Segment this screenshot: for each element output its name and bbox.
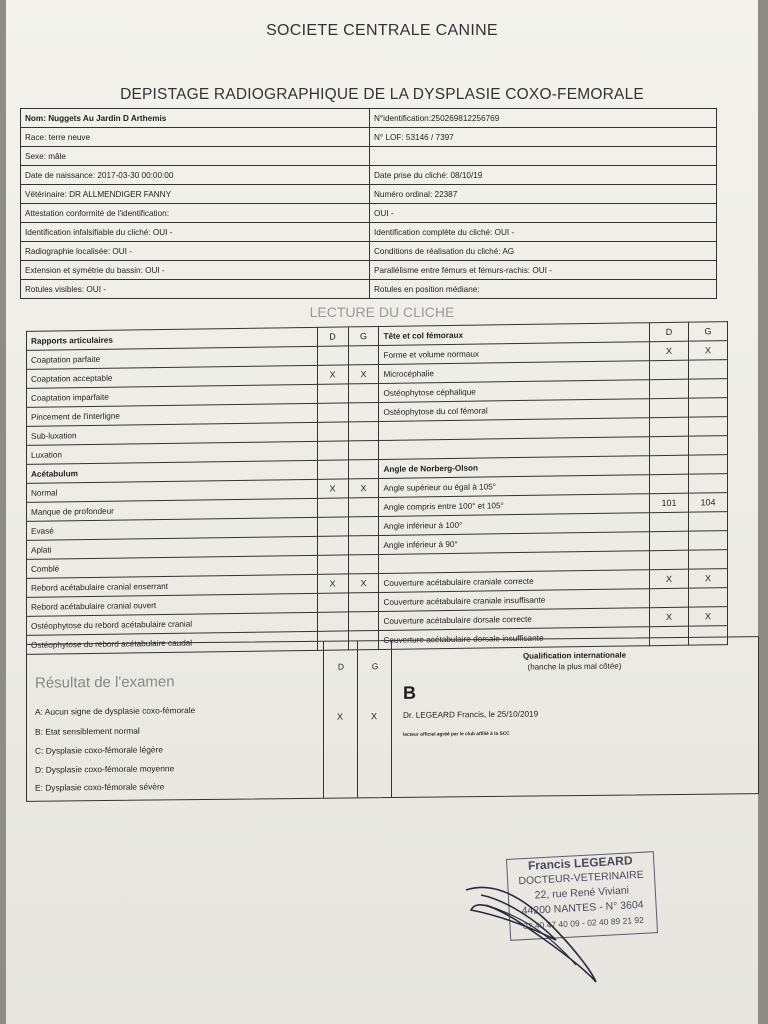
mark-d [317,555,348,574]
check-extension: Extension et symétrie du bassin: OUI - [21,261,370,280]
stamp-address: 22, rue René Viviani [534,884,630,902]
reading-col-d-right: D [650,322,689,342]
mark-d [317,441,348,460]
mark-g [689,436,728,456]
mark-d [650,360,689,380]
mark-d [650,588,689,608]
result-col-d-label: D [337,661,345,672]
mark-g [348,535,379,554]
mark-g [348,440,379,459]
identity-attestation: Attestation conformité de l'identification: [21,204,370,223]
mark-d: X [317,365,348,384]
mark-g [348,459,379,478]
identity-xray-date: Date prise du cliché: 08/10/19 [370,166,717,185]
identity-birthdate: Date de naissance: 2017-03-30 00:00:00 [21,166,370,185]
mark-d: X [650,569,689,589]
result-mark-g: X [370,711,377,722]
check-conditions: Conditions de réalisation du cliché: AG [370,242,717,261]
mark-g: X [348,573,379,592]
norberg-angle-d: 101 [650,493,689,513]
qualification-note: (hanche la plus mal côtée) [527,661,622,672]
identity-sex: Sexe: mâle [21,147,370,166]
mark-g: X [348,478,379,497]
mark-g [689,512,728,532]
mark-d [317,422,348,441]
reading-right-label: Couverture acétabulaire craniale insuffisante [379,589,650,612]
identity-id: N°identification:250269812256769 [370,109,717,128]
mark-g [689,417,728,437]
reading-right-label: Ostéophytose céphalique [379,380,650,403]
result-option-d: D: Dysplasie coxo-fémorale moyenne [35,763,175,775]
reading-left-label: Acétabulum [27,460,318,483]
reading-right-label: Angle inférieur à 100° [379,513,650,536]
reading-right-label: Angle compris entre 100° et 105° [379,494,650,517]
check-patellas-median: Rotules en position médiane: [370,280,717,299]
reading-left-label: Pincement de l'interligne [27,403,318,426]
mark-g [348,383,379,402]
mark-g: X [689,341,728,361]
reading-left-label: Coaptation acceptable [27,365,318,388]
reading-left-label: Ostéophytose du rebord acétabulaire cranial [27,612,318,635]
stamp-phone: 02 40 47 40 09 - 02 40 89 21 92 [522,914,645,932]
result-option-c: C: Dysplasie coxo-fémorale légère [35,744,164,756]
check-patellas-visible: Rotules visibles: OUI - [21,280,370,299]
table-row [21,166,717,185]
handwritten-signature [456,870,616,990]
reading-right-label: Ostéophytose du col fémoral [379,399,650,422]
identity-ordinal: Numéro ordinal: 22387 [370,185,717,204]
result-heading: Résultat de l'examen [35,673,175,692]
identity-table [20,108,717,299]
mark-g [348,611,379,630]
reading-table [26,321,728,655]
identity-name: Nom: Nuggets Au Jardin D Arthemis [21,109,370,128]
table-row [21,280,717,299]
reading-right-label: Angle supérieur ou égal à 105° [379,475,650,498]
mark-d [317,612,348,631]
mark-d [317,403,348,422]
mark-d [650,550,689,570]
mark-d [650,455,689,475]
reading-right-label: Couverture acétabulaire dorsale correcte [379,608,650,631]
reader-official-note: lecteur officiel agréé par le club affilié à la SCC [403,731,510,738]
reading-right-label: Angle de Norberg-Olson [379,456,650,479]
reading-left-label: Rebord acétabulaire cranial enserrant [27,574,318,597]
reader-signature-line: Dr. LEGEARD Francis, le 25/10/2019 [403,709,539,720]
mark-g [689,455,728,475]
mark-d [317,346,348,365]
mark-g [348,345,379,364]
mark-g [348,516,379,535]
mark-d: X [650,607,689,627]
reading-left-label: Luxation [27,441,318,464]
qualification-title: Qualification internationale [522,650,627,661]
identity-lof: N° LOF: 53146 / 7397 [370,128,717,147]
stamp-city: 44200 NANTES - N° 3604 [521,898,644,918]
document-sheet [6,0,758,1024]
identity-vet: Vétérinaire: DR ALLMENDIGER FANNY [21,185,370,204]
table-row [21,261,717,280]
table-row [21,223,717,242]
form-title: DEPISTAGE RADIOGRAPHIQUE DE LA DYSPLASIE COXO-FEMORALE [120,86,644,103]
reading-left-label: Manque de profondeur [27,498,318,521]
mark-g [348,421,379,440]
table-row [21,109,717,128]
mark-d [317,517,348,536]
table-row [21,128,717,147]
reading-right-label: Forme et volume normaux [379,342,650,365]
mark-d [317,460,348,479]
mark-d [650,436,689,456]
mark-g [689,474,728,494]
identity-attestation-value: OUI - [370,204,717,223]
mark-d: X [650,341,689,361]
mark-g [348,497,379,516]
result-box [26,636,759,802]
mark-d [317,498,348,517]
result-option-a: A: Aucun signe de dysplasie coxo-fémorale [35,705,196,717]
reading-right-label: Couverture acétabulaire craniale correcte [379,570,650,593]
check-complete-id: Identification complète du cliché: OUI - [370,223,717,242]
table-row [21,242,717,261]
check-localized: Radiographie localisée: OUI - [21,242,370,261]
qualification-grade: B [403,682,416,703]
mark-g: X [689,569,728,589]
mark-d [650,531,689,551]
mark-g [689,588,728,608]
mark-g [348,592,379,611]
reading-col-g: G [348,326,379,345]
mark-d [650,379,689,399]
table-row [21,185,717,204]
reading-right-label: Microcéphalie [379,361,650,384]
reading-left-label: Coaptation parfaite [27,346,318,369]
mark-g [689,531,728,551]
reading-right-label: Tête et col fémoraux [379,323,650,346]
table-row [21,147,717,166]
check-parallelism: Parallélisme entre fémurs et fémurs-rachis: OUI - [370,261,717,280]
reading-left-label: Aplati [27,536,318,559]
result-option-e: E: Dysplasie coxo-fémorale sévère [35,781,165,793]
mark-g: X [348,364,379,383]
reading-left-label: Ostéophytose du rebord acétabulaire caudal [27,631,318,654]
mark-g [689,550,728,570]
result-mark-d: X [336,711,343,722]
mark-d [317,536,348,555]
mark-d [650,512,689,532]
mark-g [689,360,728,380]
mark-g [348,402,379,421]
mark-g [689,379,728,399]
reading-left-label: Sub-luxation [27,422,318,445]
mark-d [650,474,689,494]
mark-g: X [689,607,728,627]
reading-left-label: Evasé [27,517,318,540]
stamp-title: DOCTEUR-VETERINAIRE [518,868,645,888]
result-col-g-label: G [371,661,379,672]
identity-breed: Race: terre neuve [21,128,370,147]
mark-d [317,384,348,403]
mark-d [650,417,689,437]
reading-col-g-right: G [689,322,728,342]
reading-section-title: LECTURE DU CLICHE [309,304,455,320]
mark-d: X [317,479,348,498]
reading-left-label: Rebord acétabulaire cranial ouvert [27,593,318,616]
mark-d: X [317,574,348,593]
stamp-name: Francis LEGEARD [527,853,633,873]
norberg-angle-g: 104 [689,493,728,513]
result-left-panel [27,641,392,801]
check-tamperproof: Identification infalsifiable du cliché: OUI - [21,223,370,242]
reading-right-label: Angle inférieur à 90° [379,532,650,555]
mark-d [650,398,689,418]
reading-right-label: Couverture acétabulaire dorsale insuffisante [379,627,650,650]
organization-title: SOCIETE CENTRALE CANINE [266,22,498,39]
reading-left-label: Rapports articulaires [27,327,318,350]
identity-empty [370,147,717,166]
mark-g [348,554,379,573]
reading-left-label: Comblé [27,555,318,578]
mark-d [317,593,348,612]
reading-left-label: Coaptation imparfaite [27,384,318,407]
result-option-b: B: Etat sensiblement normal [35,725,140,737]
mark-g [689,398,728,418]
table-row [21,204,717,223]
reading-col-d: D [317,327,348,346]
reading-left-label: Normal [27,479,318,502]
